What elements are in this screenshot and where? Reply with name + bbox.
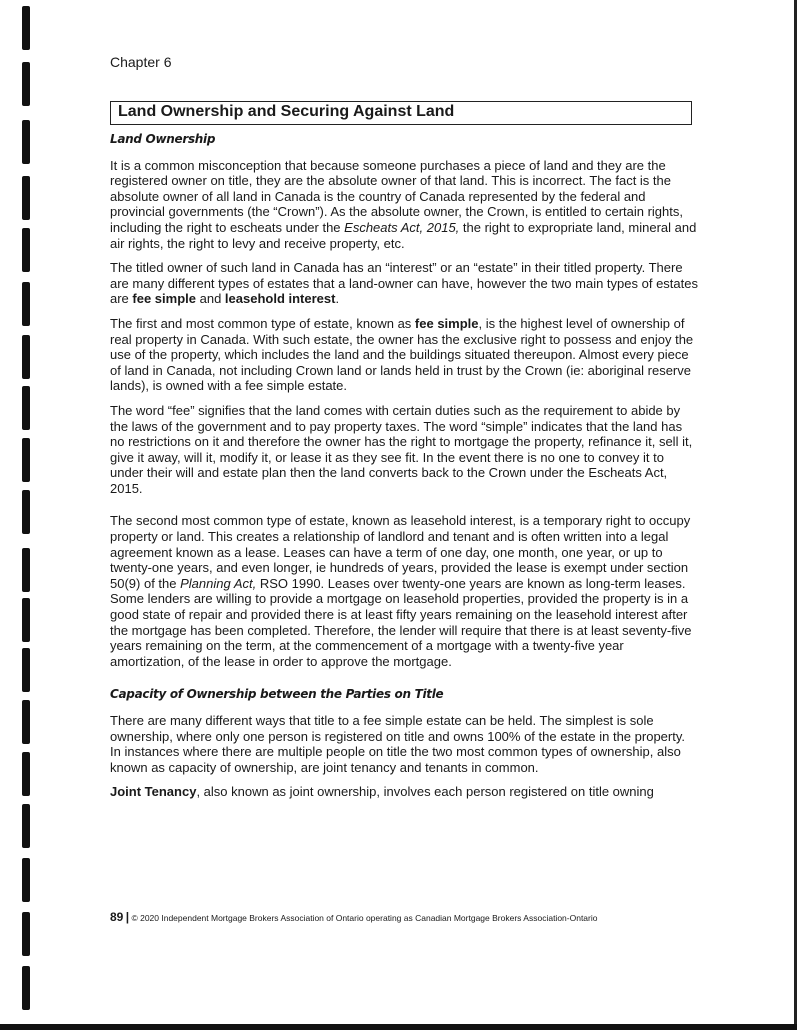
planning-act-ref: Planning Act, bbox=[180, 575, 257, 591]
fee-simple-term-2: fee simple bbox=[414, 315, 479, 331]
page-footer bbox=[110, 910, 597, 924]
paragraph-2-text: The titled owner of such land in Canada has an “interest” or an “estate” in their titled property. There are many different types of estates that a land-owner can have, however the two main types of estates are bbox=[110, 260, 698, 307]
section-title-box bbox=[110, 101, 692, 125]
chapter-label: Chapter 6 bbox=[110, 54, 172, 70]
escheats-act-ref: Escheats Act, 2015, bbox=[344, 219, 460, 235]
page-number: 89 bbox=[110, 910, 124, 924]
paragraph-5-text: The second most common type of estate, known as leasehold interest, is a temporary right to occupy property or land. This creates a relationship of landlord and tenant and is often written into a legal agreement known as a lease. Leases can have a term of one day, one month, one year, or up to twenty-one years, and even longer, ie hundreds of years, provided the lease is exempt under section 50(9) of the bbox=[110, 513, 691, 591]
paragraph-5-end: RSO 1990. Leases over twenty-one years are known as long-term leases. Some lenders are willing to provide a mortgage on leasehold properties, provided the property is in a good state of repair and provided there is at least fifty years remaining on the leasehold interest after the mortgage has been completed. Therefore, the lender will require that there is at least seventy-five years remaining on the term, at the commencement of a mortgage with a twenty-five year amortization, of the lease in order to approve the mortgage. bbox=[110, 575, 692, 669]
paragraph-2 bbox=[110, 260, 698, 307]
section-title: Land Ownership and Securing Against Land bbox=[118, 103, 455, 120]
paragraph-5 bbox=[110, 513, 698, 669]
paragraph-2-end: . bbox=[335, 291, 340, 307]
paragraph-4: The word “fee” signifies that the land comes with certain duties such as the requirement to abide by the laws of the government and to pay property taxes. The word “simple” indicates that the land has no restrictions on it and therefore the owner has the right to mortgage the property, refinance it, sell it, give it away, will it, modify it, or lease it as they see fit. In the event there is no one to convey it to under their will and estate plan then the land converts back to the Crown under the Escheats Act, 2015. bbox=[110, 402, 693, 496]
main-content bbox=[110, 132, 698, 809]
joint-tenancy-term: Joint Tenancy bbox=[110, 784, 197, 800]
paragraph-7 bbox=[110, 784, 698, 800]
paragraph-6: There are many different ways that title to a fee simple estate can be held. The simplest is sole ownership, where only one person is registered on title and owns 100% of the estate in the property. In instances where there are multiple people on title the two most common types of ownership, also known as capacity of ownership, are joint tenancy and tenants in common. bbox=[110, 713, 685, 775]
footer-separator: | bbox=[125, 910, 130, 924]
fee-simple-term: fee simple bbox=[132, 291, 196, 307]
leasehold-interest-term: leasehold interest bbox=[224, 291, 336, 307]
page-bottom-edge bbox=[0, 1024, 797, 1030]
paragraph-3 bbox=[110, 316, 698, 394]
spiral-binding bbox=[0, 0, 60, 1030]
subheading-land-ownership: Land Ownership bbox=[110, 132, 216, 146]
paragraph-1-text: It is a common misconception that because someone purchases a piece of land and they are the registered owner on title, they are the absolute owner of that land. This is incorrect. The fact is the absolute owner of all land in Canada is the country of Canada represented by the federal and provincial governments (the “Crown”). As the absolute owner, the Crown, is entitled to certain rights, including the right to escheats under the bbox=[110, 157, 683, 235]
paragraph-2-mid: and bbox=[196, 291, 225, 307]
paragraph-3-end: , is the highest level of ownership of real property in Canada. With such estate, the owner has the exclusive right to possess and enjoy the use of the property, which includes the land and the buildings situated thereupon. Almost every piece of land in Canada, not including Crown land or lands held in trust by the Crown (ie: aboriginal reserve lands), is owned with a fee simple estate. bbox=[110, 315, 694, 394]
paragraph-7-end: , also known as joint ownership, involves each person registered on title owning bbox=[196, 784, 654, 800]
copyright-text: © 2020 Independent Mortgage Brokers Association of Ontario operating as Canadian Mortgage Brokers Association-Ontario bbox=[131, 913, 598, 923]
paragraph-1 bbox=[110, 158, 698, 252]
subheading-capacity-of-ownership: Capacity of Ownership between the Parties on Title bbox=[110, 687, 444, 702]
paragraph-3-text: The first and most common type of estate, known as bbox=[110, 315, 415, 331]
paragraph-1-end: the right to expropriate land, mineral and air rights, the right to levy and receive property, etc. bbox=[110, 219, 697, 251]
